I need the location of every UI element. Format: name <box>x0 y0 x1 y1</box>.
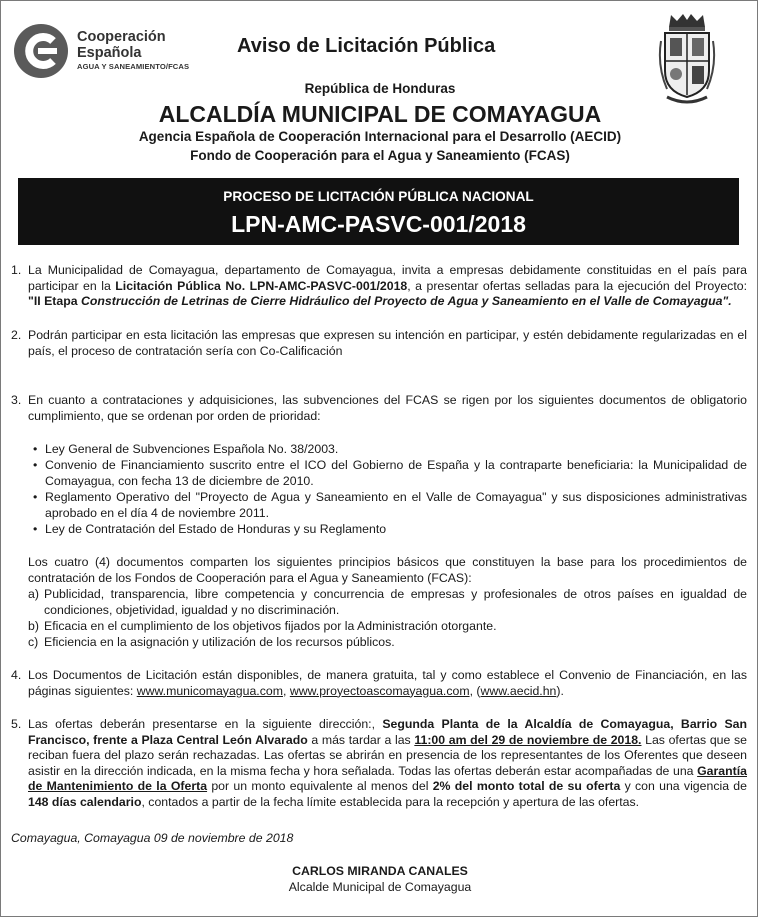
process-code: LPN-AMC-PASVC-001/2018 <box>231 211 526 237</box>
guarantee-validity: 148 días calendario <box>28 794 142 809</box>
link-proyectoascomayagua[interactable]: www.proyectoascomayagua.com <box>289 683 470 698</box>
process-banner <box>18 178 739 245</box>
republic-line: República de Honduras <box>304 81 456 96</box>
guarantee-amount: 2% del monto total de su oferta <box>432 779 621 794</box>
principle-item: c) Eficiencia en la asignación y utilización de los recursos públicos. <box>28 635 395 649</box>
cooperacion-espanola-logo <box>13 23 238 81</box>
list-item: • Ley de Contratación del Estado de Honduras y su Reglamento <box>33 522 387 536</box>
paragraph-number: 5. <box>11 717 22 731</box>
list-item: • Convenio de Financiamiento suscrito entre el ICO del Gobierno de España y la contraparte beneficiaria: la Municipalidad de Comayagua, con fecha 13 de diciembre de 2010. <box>33 458 747 488</box>
submission-address: Segunda Planta de la Alcaldía de Comayagua, Barrio San Francisco, frente a Plaza Central León Alvarado <box>28 717 747 747</box>
link-municomayagua[interactable]: www.municomayagua.com <box>136 683 283 698</box>
paragraph-number: 3. <box>11 393 22 407</box>
cooperacion-logo-icon <box>13 23 69 79</box>
process-type: PROCESO DE LICITACIÓN PÚBLICA NACIONAL <box>223 189 534 204</box>
bullet-icon: • <box>33 522 38 536</box>
logo-line2: Española <box>77 45 142 61</box>
paragraph-3: 3. En cuanto a contrataciones y adquisiciones, las subvenciones del FCAS se rigen por los siguientes documentos de obligatorio cumplimiento, que se ordenan por orden de prioridad: <box>11 393 747 423</box>
list-item: • Ley General de Subvenciones Española No. 38/2003. <box>33 442 339 456</box>
municipality-title: ALCALDÍA MUNICIPAL DE COMAYAGUA <box>158 101 602 127</box>
notice-title: Aviso de Licitación Pública <box>237 35 496 57</box>
logo-line1: Cooperación <box>77 29 166 45</box>
project-name: Construcción de Letrinas de Cierre Hidráulico del Proyecto de Agua y Saneamiento en el Valle de Comayagua". <box>80 294 732 309</box>
paragraph-number: 2. <box>11 328 22 342</box>
paragraph-1: 1. La Municipalidad de Comayagua, departamento de Comayagua, invita a empresas debidamente constituidas en el país para participar en la Licitación Pública No. LPN-AMC-PASVC-001/2018, a presentar ofertas selladas para la ejecución del Proyecto: "II Etapa Construcción de Letrinas de Cierre Hidráulico del Proyecto de Agua y Saneamiento en el Valle de Comayagua". <box>11 263 747 309</box>
principle-item: a) Publicidad, transparencia, libre competencia y concurrencia de empresas y profesionales de otros países en igualdad de condiciones, objetividad, igualdad y no discriminación. <box>28 587 747 617</box>
agency-line: Agencia Española de Cooperación Internacional para el Desarrollo (AECID) <box>138 129 622 144</box>
signer-name: CARLOS MIRANDA CANALES <box>292 864 468 878</box>
paragraph-5: 5. Las ofertas deberán presentarse en la siguiente dirección:, Segunda Planta de la Alcaldía de Comayagua, Barrio San Francisco, frente a Plaza Central León Alvarado a más tardar a las 11:00 am del 29 de noviembre de 2018. Las ofertas que se reciban fuera del plazo serán rechazadas. Las ofertas se abrirán en presencia de los representantes de los Oferentes que deseen asistir en la dirección indicada, en la misma fecha y hora señalada. Todas las ofertas deberán estar acompañadas de una Garantía de Mantenimiento de la Oferta por un monto equivalente al menos del 2% del monto total de su oferta y con una vigencia de 148 días calendario, contados a partir de la fecha límite establecida para la recepción y apertura de las ofertas. <box>11 717 747 809</box>
link-aecid[interactable]: www.aecid.hn <box>480 683 557 698</box>
fund-line: Fondo de Cooperación para el Agua y Saneamiento (FCAS) <box>190 148 570 163</box>
list-item: • Reglamento Operativo del "Proyecto de Agua y Saneamiento en el Valle de Comayagua" y sus disposiciones administrativas aprobado en el día 4 de noviembre 2011. <box>33 490 747 520</box>
paragraph-number: 4. <box>11 668 22 682</box>
paragraph-4: 4. Los Documentos de Licitación están disponibles, de manera gratuita, tal y como establece el Convenio de Financiación, en las páginas siguientes: www.municomayagua.com, www.proyectoascomayagua.com, (www.aecid.hn). <box>11 668 747 698</box>
signer-role: Alcalde Municipal de Comayagua <box>288 880 472 894</box>
place-date: Comayagua, Comayagua 09 de noviembre de 2018 <box>11 831 294 845</box>
paragraph-number: 1. <box>11 263 22 277</box>
tender-number: Licitación Pública No. LPN-AMC-PASVC-001/2018 <box>115 278 408 293</box>
principle-item: b) Eficacia en el cumplimiento de los objetivos fijados por la Administración otorgante. <box>28 619 497 633</box>
bid-guarantee: Garantía de Mantenimiento de la Oferta <box>28 763 747 794</box>
bullet-icon: • <box>33 442 38 456</box>
bullet-icon: • <box>33 458 38 472</box>
paragraph-2: 2. Podrán participar en esta licitación las empresas que expresen su intención en participar, y estén debidamente regularizadas en el país, el proceso de contratación sería con Co-Calificación <box>11 328 747 358</box>
logo-line3: AGUA Y SANEAMIENTO/FCAS <box>77 62 190 71</box>
bullet-icon: • <box>33 490 38 504</box>
principles-intro: Los cuatro (4) documentos comparten los siguientes principios básicos que constituyen la base para los procedimientos de contratación de los Fondos de Cooperación para el Agua y Saneamiento (FCAS): <box>28 555 747 585</box>
submission-deadline: 11:00 am del 29 de noviembre de 2018. <box>414 732 642 747</box>
